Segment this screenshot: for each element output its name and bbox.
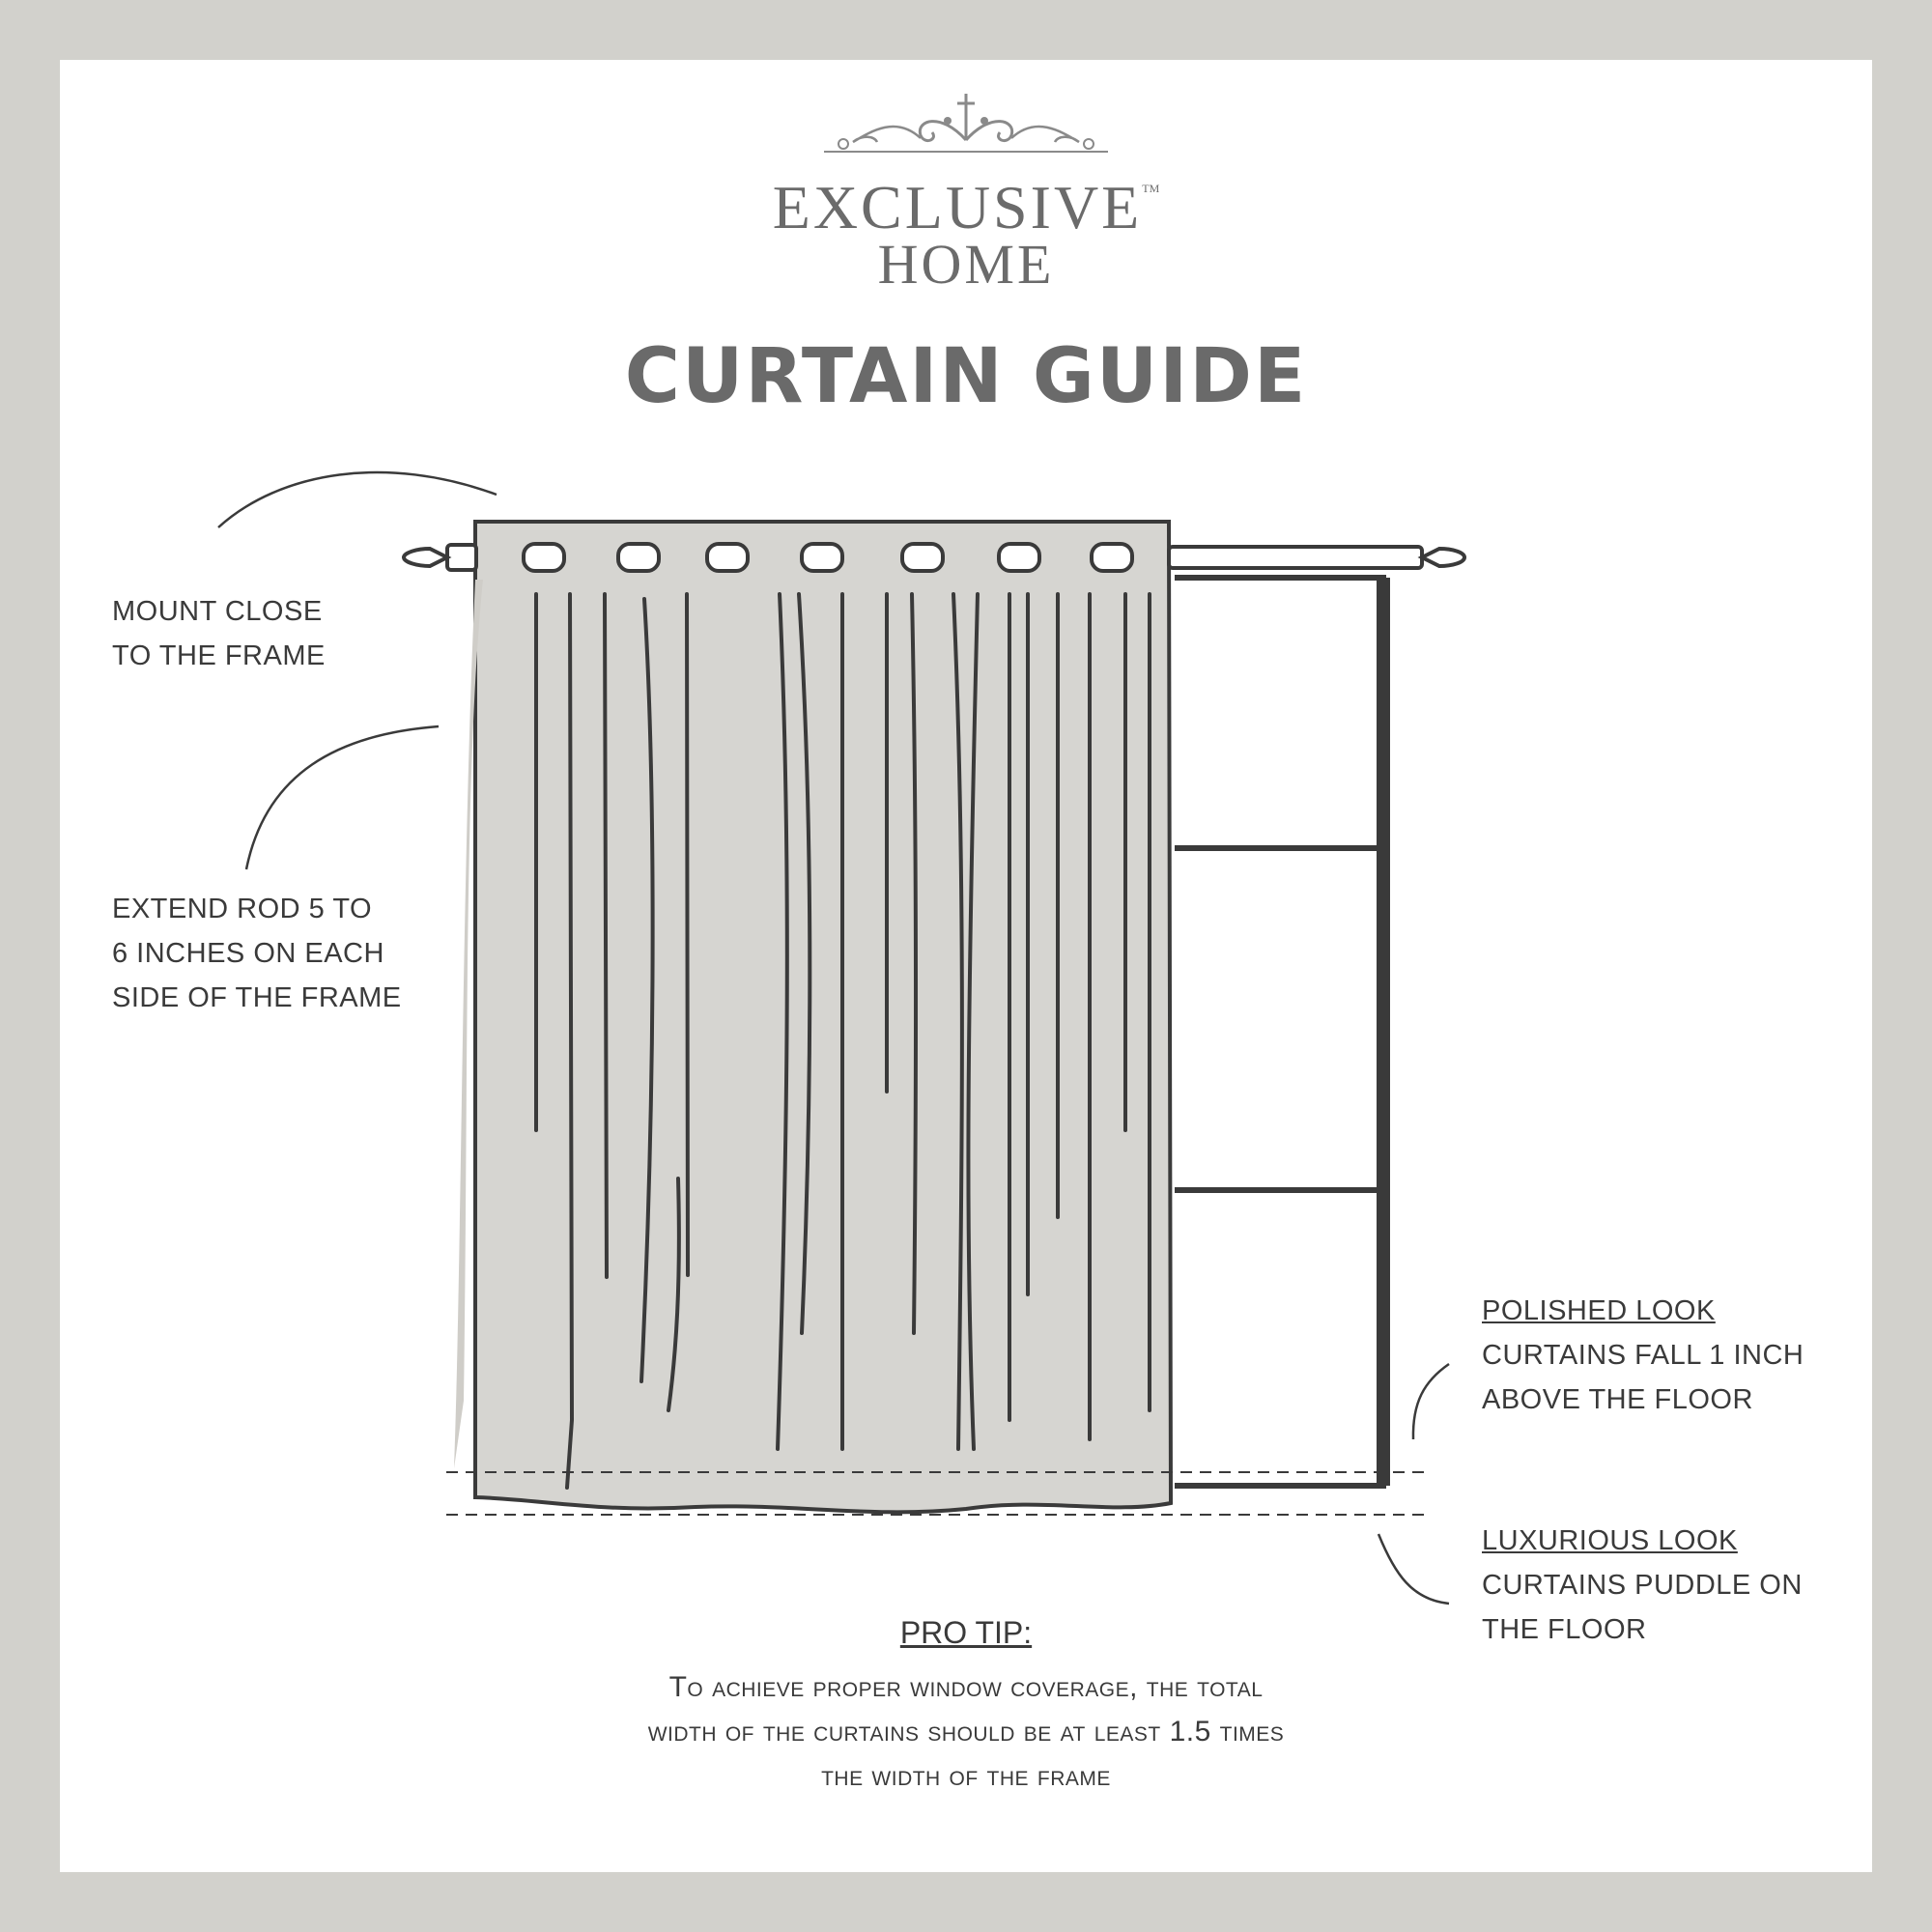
page-title: CURTAIN GUIDE (624, 333, 1308, 420)
luxurious-heading: LUXURIOUS LOOK (1482, 1525, 1738, 1556)
grommet (802, 544, 842, 571)
note-line: MOUNT CLOSE (112, 596, 323, 627)
grommet (707, 544, 748, 571)
note-line: CURTAINS FALL 1 INCH (1482, 1340, 1804, 1371)
brand-name-line2: HOME (877, 233, 1055, 296)
grommet (618, 544, 659, 571)
brand-exclusive: EXCLUSIVE (772, 173, 1143, 242)
grommet (524, 544, 564, 571)
note-line: EXTEND ROD 5 TO (112, 894, 373, 924)
grommet (902, 544, 943, 571)
note-line: THE FLOOR (1482, 1614, 1647, 1645)
note-mount-close (112, 589, 326, 678)
luxurious-leader-line (1378, 1534, 1449, 1604)
curtain-panel (475, 522, 1171, 1512)
grommet (999, 544, 1039, 571)
mount-leader-line (218, 472, 497, 527)
note-line: SIDE OF THE FRAME (112, 982, 402, 1013)
note-line: CURTAINS PUDDLE ON (1482, 1570, 1803, 1601)
pro-tip-line: width of the curtains should be at least 1.5 times (647, 1716, 1285, 1747)
note-line: TO THE FRAME (112, 640, 326, 671)
grommet (1092, 544, 1132, 571)
polished-heading: POLISHED LOOK (1482, 1295, 1716, 1326)
extend-leader-line (246, 726, 439, 869)
note-line: ABOVE THE FLOOR (1482, 1384, 1753, 1415)
polished-leader-line (1413, 1364, 1449, 1439)
pro-tip-heading: PRO TIP: (899, 1615, 1033, 1650)
window-frame (1175, 578, 1383, 1486)
pro-tip-line: To achieve proper window coverage, the total (668, 1671, 1264, 1703)
note-polished-look (1482, 1289, 1804, 1422)
trademark-mark: TM (1142, 182, 1160, 195)
note-line: 6 INCHES ON EACH (112, 938, 384, 969)
note-extend-rod (112, 887, 402, 1020)
pro-tip-line: the width of the frame (821, 1760, 1111, 1792)
pro-tip-body (0, 1665, 1932, 1799)
